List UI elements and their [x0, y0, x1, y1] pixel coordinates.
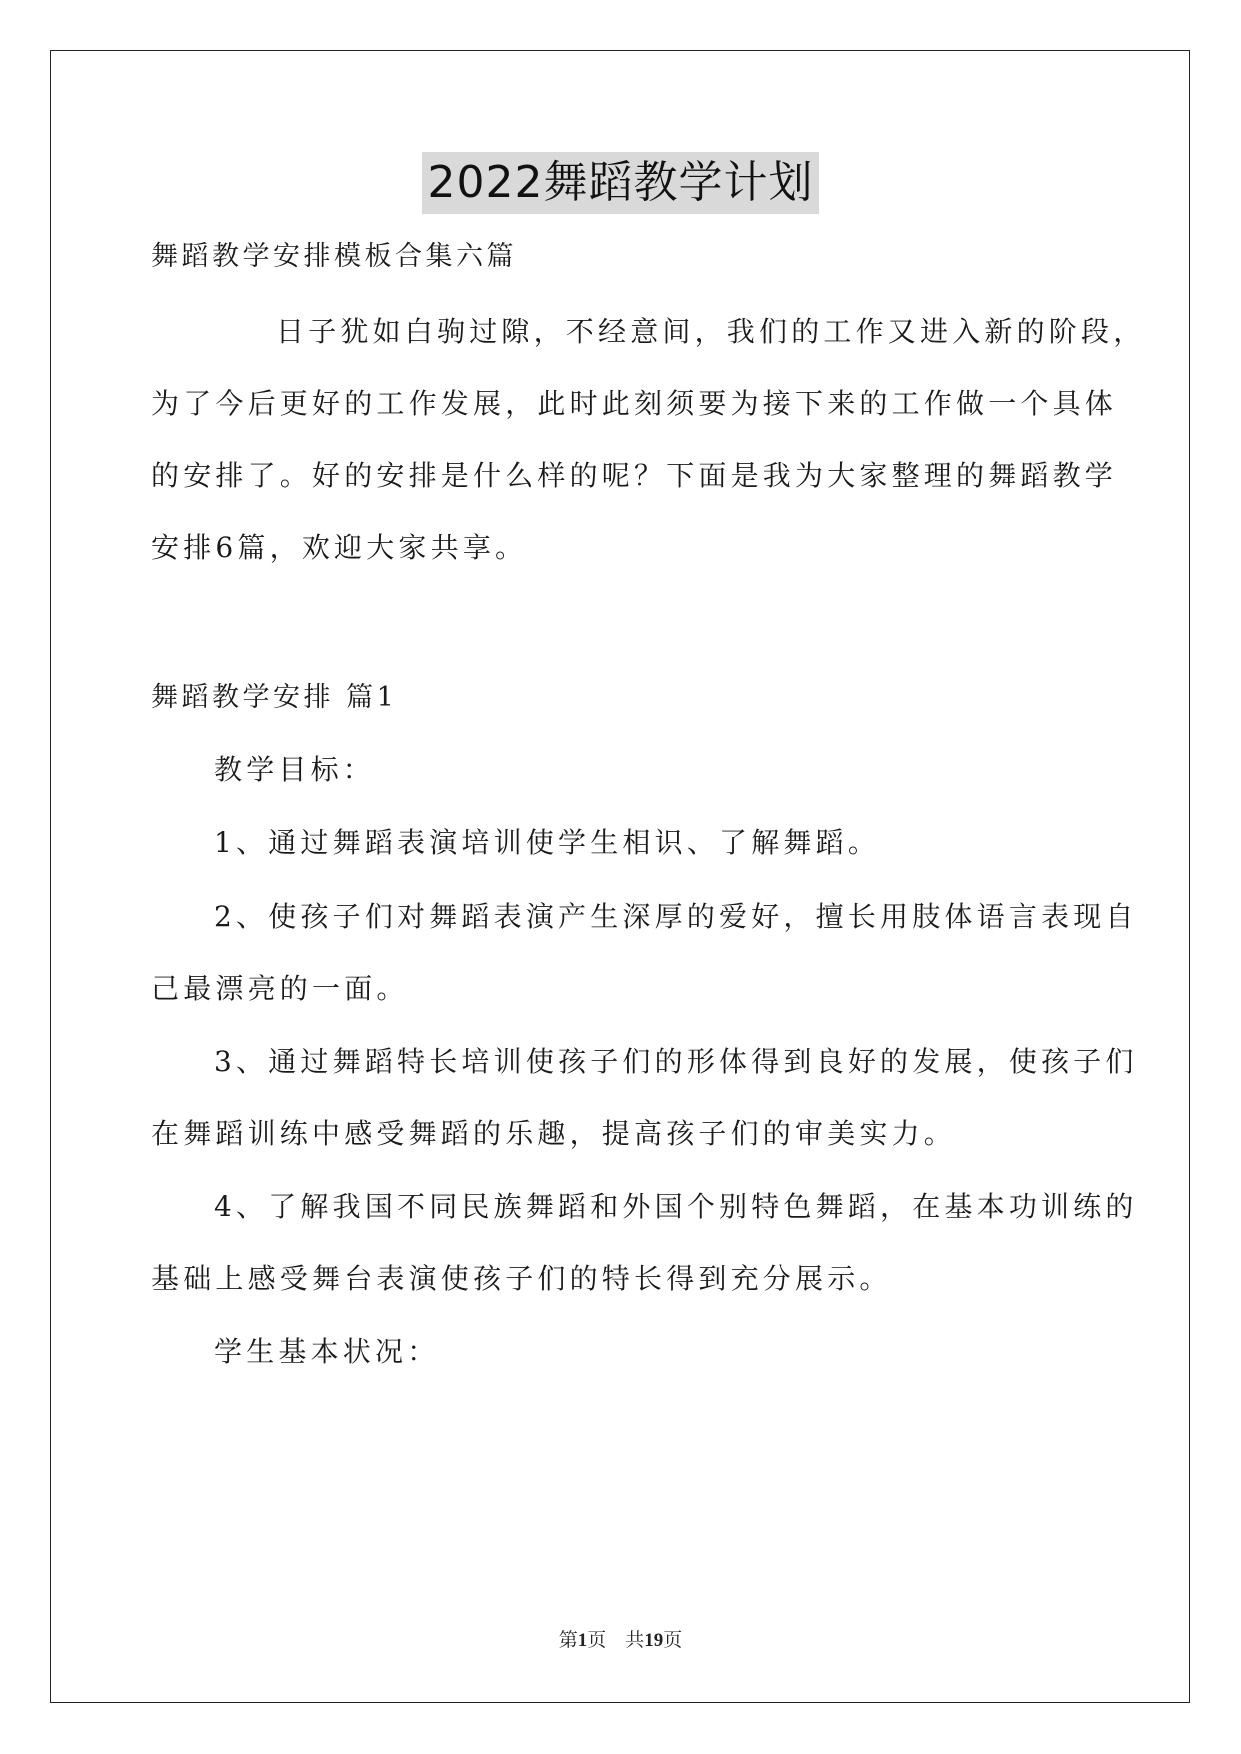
- section-heading: 舞蹈教学安排 篇1: [151, 682, 398, 713]
- title-container: [0, 152, 1241, 214]
- intro-line: 日子犹如白驹过隙，不经意间，我们的工作又进入新的阶段，: [276, 315, 1146, 348]
- goal-line: 在舞蹈训练中感受舞蹈的乐趣，提高孩子们的审美实力。: [151, 1117, 957, 1150]
- page-border: [50, 50, 1190, 1703]
- goal-line: 2、使孩子们对舞蹈表演产生深厚的爱好，擅长用肢体语言表现自: [214, 900, 1138, 933]
- page-prefix: 第: [558, 1629, 578, 1651]
- goal-line: 3、通过舞蹈特长培训使孩子们的形体得到良好的发展，使孩子们: [214, 1045, 1138, 1078]
- page-mid: 页 共: [587, 1629, 645, 1651]
- page-suffix: 页: [663, 1629, 683, 1651]
- document-title: 2022舞蹈教学计划: [422, 152, 820, 214]
- goal-line: 己最漂亮的一面。: [151, 972, 409, 1005]
- page-current-number: 1: [577, 1630, 588, 1651]
- intro-line: 安排6篇，欢迎大家共享。: [151, 531, 528, 564]
- goal-line: 4、了解我国不同民族舞蹈和外国个别特色舞蹈，在基本功训练的: [214, 1190, 1138, 1223]
- intro-line: 为了今后更好的工作发展，此时此刻须要为接下来的工作做一个具体: [151, 387, 1118, 420]
- page-footer: [0, 1628, 1241, 1653]
- goal-line: 1、通过舞蹈表演培训使学生相识、了解舞蹈。: [214, 826, 881, 859]
- goals-heading: 教学目标：: [214, 753, 376, 786]
- document-subtitle: 舞蹈教学安排模板合集六篇: [151, 241, 517, 272]
- intro-line: 的安排了。好的安排是什么样的呢？下面是我为大家整理的舞蹈教学: [151, 459, 1118, 492]
- page-total-number: 19: [644, 1630, 664, 1651]
- goal-line: 基础上感受舞台表演使孩子们的特长得到充分展示。: [151, 1262, 892, 1295]
- students-heading: 学生基本状况：: [214, 1335, 440, 1368]
